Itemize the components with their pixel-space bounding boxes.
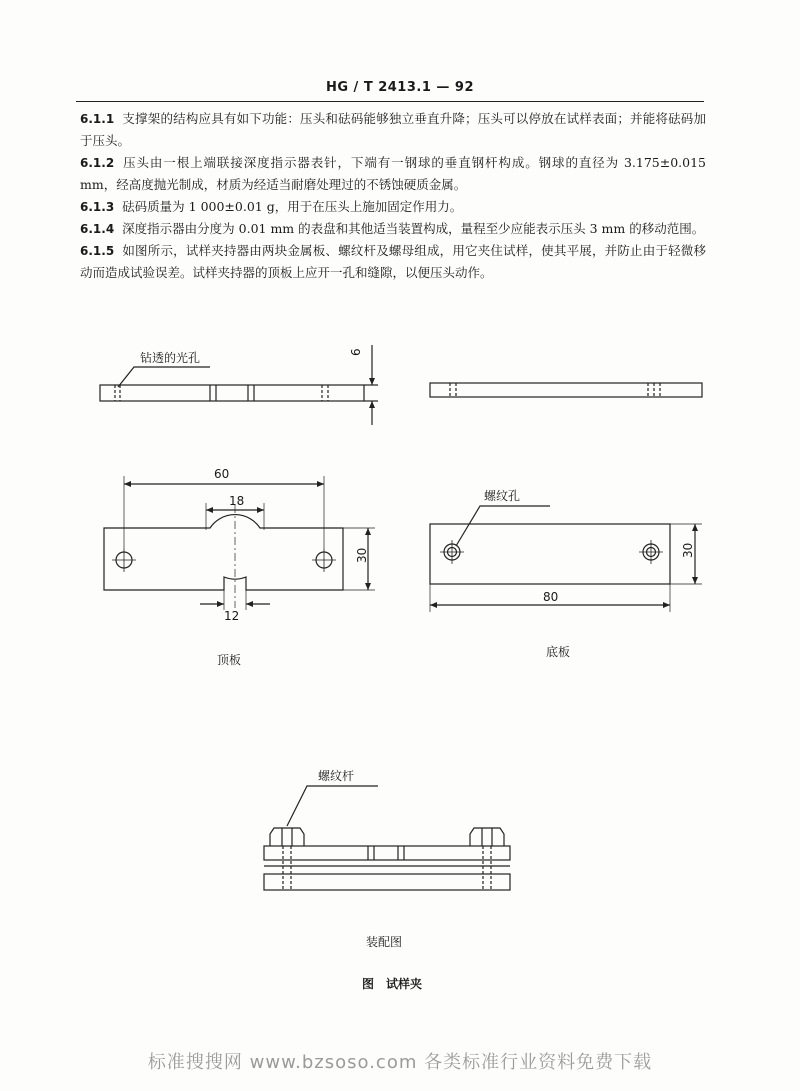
site-watermark-footer: 标准搜搜网 www.bzsoso.com 各类标准行业资料免费下载 <box>147 1052 653 1073</box>
dim-bottom-height: 30 <box>681 542 695 558</box>
clause-text: 如图所示，试样夹持器由两块金属板、螺纹杆及螺母组成，用它夹住试样，使其平展，并防止由于轻微移动而造成试验误差。试样夹持器的顶板上应开一孔和缝隙，以便压头动作。 <box>80 243 706 280</box>
dim-bottom-length: 80 <box>543 590 559 604</box>
label-drilled-hole: 钻透的光孔 <box>140 351 201 365</box>
dim-slot-width: 12 <box>224 609 240 623</box>
clause-number: 6.1.1 <box>80 112 115 126</box>
bottom-plate-side-view <box>430 383 702 397</box>
dim-top-length: 60 <box>214 467 230 481</box>
bottom-plate-plan-view <box>430 506 702 612</box>
assembly-view <box>264 786 510 890</box>
clause-text: 支撑架的结构应具有如下功能：压头和砝码能够独立垂直升降；压头可以停放在试样表面；并能将砝码加于压头。 <box>80 111 706 148</box>
label-threaded-hole: 螺纹孔 <box>484 489 521 503</box>
dim-top-height: 30 <box>355 547 369 563</box>
clause-number: 6.1.3 <box>80 200 115 214</box>
clause-text: 深度指示器由分度为 0.01 mm 的表盘和其他适当装置构成，量程至少应能表示压头 3 mm 的移动范围。 <box>122 221 705 236</box>
clause-number: 6.1.4 <box>80 222 115 236</box>
standard-number-header: HG / T 2413.1 — 92 <box>325 80 475 95</box>
caption-bottom-plate: 底板 <box>546 645 571 659</box>
caption-top-plate: 顶板 <box>217 653 242 667</box>
clause-number: 6.1.2 <box>80 156 115 170</box>
clause-text: 砝码质量为 1 000±0.01 g，用于在压头上施加固定作用力。 <box>122 199 463 214</box>
label-threaded-rod: 螺纹杆 <box>318 769 355 783</box>
dim-hole-width: 18 <box>229 494 245 508</box>
clause-number: 6.1.5 <box>80 244 115 258</box>
caption-assembly: 装配图 <box>366 935 403 949</box>
clause-text: 压头由一根上端联接深度指示器表针，下端有一钢球的垂直钢杆构成。钢球的直径为 3.175±0.015 mm，经高度抛光制成，材质为经适当耐磨处理过的不锈蚀硬质金属。 <box>80 155 706 192</box>
figure-caption: 图 试样夹 <box>362 977 423 991</box>
dim-thickness: 6 <box>349 348 363 356</box>
